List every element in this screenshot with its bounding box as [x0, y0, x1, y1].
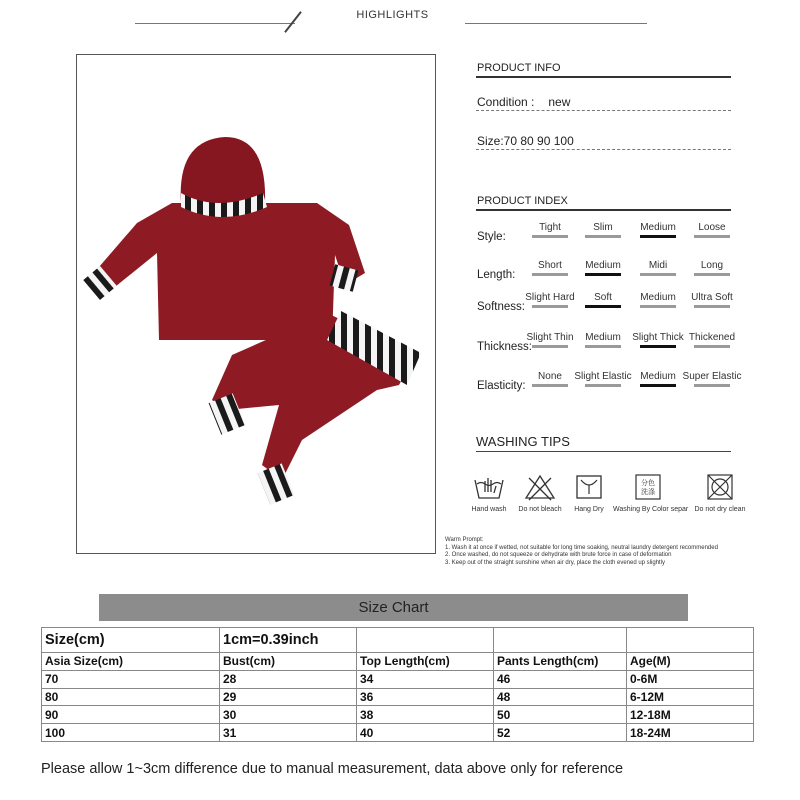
table-cell: 100 [42, 724, 220, 742]
size-chart-note: Please allow 1~3cm difference due to manual measurement, data above only for reference [41, 761, 624, 777]
table-cell: 31 [220, 724, 357, 742]
hang-dry-icon [572, 472, 606, 502]
warm-prompt-title: Warm Prompt: [445, 537, 484, 543]
size-chart-title: Size Chart [99, 594, 688, 621]
index-option-bar [532, 235, 568, 238]
table-row [42, 706, 754, 724]
index-option-label: Medium [640, 222, 676, 233]
table-cell: 0-6M [627, 670, 754, 688]
no-bleach-icon [523, 472, 557, 502]
size-line: Size:70 80 90 100 [477, 134, 574, 148]
table-cell [494, 628, 627, 653]
table-header-row [42, 653, 754, 671]
condition-line [477, 95, 570, 109]
table-cell: 1cm=0.39inch [220, 628, 357, 653]
color-separate-icon [631, 472, 665, 502]
product-photo [76, 54, 436, 554]
index-option-selected-bar [640, 235, 676, 238]
table-cell: 38 [357, 706, 494, 724]
condition-label: Condition : [477, 95, 535, 109]
condition-divider [476, 110, 731, 111]
index-option-label: Medium [640, 292, 676, 303]
index-option-label: None [538, 371, 562, 382]
index-option-bar [640, 305, 676, 308]
wash-item-no-dry-clean [685, 472, 755, 513]
index-option-label: Long [700, 260, 724, 271]
index-row-label: Elasticity: [477, 380, 526, 392]
table-cell: 70 [42, 670, 220, 688]
pants-image [209, 311, 421, 505]
table-cell: 40 [357, 724, 494, 742]
table-cell: 36 [357, 688, 494, 706]
wash-label-no-dry-clean: Do not dry clean [694, 506, 746, 513]
index-option-label: Midi [648, 260, 668, 271]
svg-text:洗涤: 洗涤 [641, 488, 655, 496]
table-cell [357, 628, 494, 653]
table-header-cell: Age(M) [627, 653, 754, 671]
table-cell: 6-12M [627, 688, 754, 706]
header-rule-right [465, 23, 647, 24]
index-option-label: Soft [594, 292, 612, 303]
index-option-label: Short [538, 260, 562, 271]
table-cell: 29 [220, 688, 357, 706]
index-option [676, 371, 748, 387]
table-row [42, 724, 754, 742]
index-option [676, 292, 748, 308]
condition-value: new [548, 95, 571, 109]
index-option-bar [694, 273, 730, 276]
index-option-label: Loose [698, 222, 726, 233]
index-option-bar [532, 345, 568, 348]
index-option-bar [694, 345, 730, 348]
table-cell: 34 [357, 670, 494, 688]
index-option-bar [532, 384, 568, 387]
index-row-label: Softness: [477, 301, 525, 313]
warm-prompt [445, 537, 718, 567]
wash-label-no-bleach: Do not bleach [518, 506, 562, 513]
index-option-label: Slight Elastic [574, 371, 632, 382]
product-index-title: PRODUCT INDEX [477, 195, 568, 207]
index-row-label: Thickness: [477, 341, 532, 353]
index-option-selected-bar [640, 345, 676, 348]
index-option-label: Slight Hard [525, 292, 575, 303]
table-cell: 48 [494, 688, 627, 706]
index-option-selected-bar [585, 305, 621, 308]
index-option-bar [694, 384, 730, 387]
index-option-label: Ultra Soft [691, 292, 733, 303]
hoodie-image [83, 137, 365, 340]
index-option-bar [532, 305, 568, 308]
svg-text:分色: 分色 [641, 479, 655, 487]
index-option [676, 222, 748, 238]
index-option [676, 332, 748, 348]
washing-tips-rule [476, 451, 731, 452]
warm-prompt-line: 2. Once washed, do not squeeze or dehydrate with brute force in case of deformation [445, 552, 672, 558]
index-option-bar [640, 273, 676, 276]
index-option-bar [694, 235, 730, 238]
wash-label-color-separate: Washing By Color separ [613, 506, 689, 513]
table-cell: 90 [42, 706, 220, 724]
table-header-cell: Asia Size(cm) [42, 653, 220, 671]
index-option-label: Medium [585, 260, 621, 271]
table-cell: 30 [220, 706, 357, 724]
outfit-illustration [77, 55, 435, 553]
table-cell [627, 628, 754, 653]
no-dry-clean-icon [703, 472, 737, 502]
size-divider [476, 149, 731, 150]
index-option-selected-bar [585, 273, 621, 276]
index-option-label: Thickened [688, 332, 736, 343]
table-row [42, 628, 754, 653]
hand-wash-icon [472, 472, 506, 502]
product-info-title: PRODUCT INFO [477, 62, 561, 74]
table-cell: 28 [220, 670, 357, 688]
table-row [42, 688, 754, 706]
table-header-cell: Top Length(cm) [357, 653, 494, 671]
wash-label-hand-wash: Hand wash [471, 506, 507, 513]
index-option-bar [585, 384, 621, 387]
table-cell: 80 [42, 688, 220, 706]
index-option-label: Slight Thick [632, 332, 684, 343]
table-row [42, 670, 754, 688]
index-option-label: Medium [585, 332, 621, 343]
index-option-label: Slight Thin [526, 332, 574, 343]
index-option-label: Slim [593, 222, 613, 233]
table-cell: Size(cm) [42, 628, 220, 653]
table-cell: 46 [494, 670, 627, 688]
index-option-bar [694, 305, 730, 308]
index-row-label: Style: [477, 231, 506, 243]
index-row-label: Length: [477, 269, 516, 281]
warm-prompt-line: 1. Wash it at once if wetted, not suitable for long time soaking, neutral laundry detergent recommended [445, 544, 718, 551]
table-cell: 18-24M [627, 724, 754, 742]
index-option-label: Medium [640, 371, 676, 382]
wash-item-color-separate [613, 472, 689, 513]
index-option-selected-bar [640, 384, 676, 387]
table-cell: 12-18M [627, 706, 754, 724]
table-cell: 50 [494, 706, 627, 724]
product-index-rule [476, 209, 731, 211]
highlights-title: HIGHLIGHTS [356, 9, 429, 21]
index-option-label: Tight [539, 222, 561, 233]
table-cell: 52 [494, 724, 627, 742]
index-option [676, 260, 748, 276]
size-chart-table [41, 627, 754, 742]
table-header-cell: Pants Length(cm) [494, 653, 627, 671]
product-info-rule [476, 76, 731, 78]
index-option-bar [532, 273, 568, 276]
table-header-cell: Bust(cm) [220, 653, 357, 671]
index-option-label: Super Elastic [682, 371, 742, 382]
index-option-bar [585, 235, 621, 238]
header-rule-left [135, 23, 295, 24]
washing-tips-title: WASHING TIPS [476, 434, 570, 449]
index-option-bar [585, 345, 621, 348]
wash-label-hang-dry: Hang Dry [574, 506, 604, 513]
warm-prompt-line: 3. Keep out of the straight sunshine when air dry, place the cloth evened up slightly [445, 559, 666, 566]
